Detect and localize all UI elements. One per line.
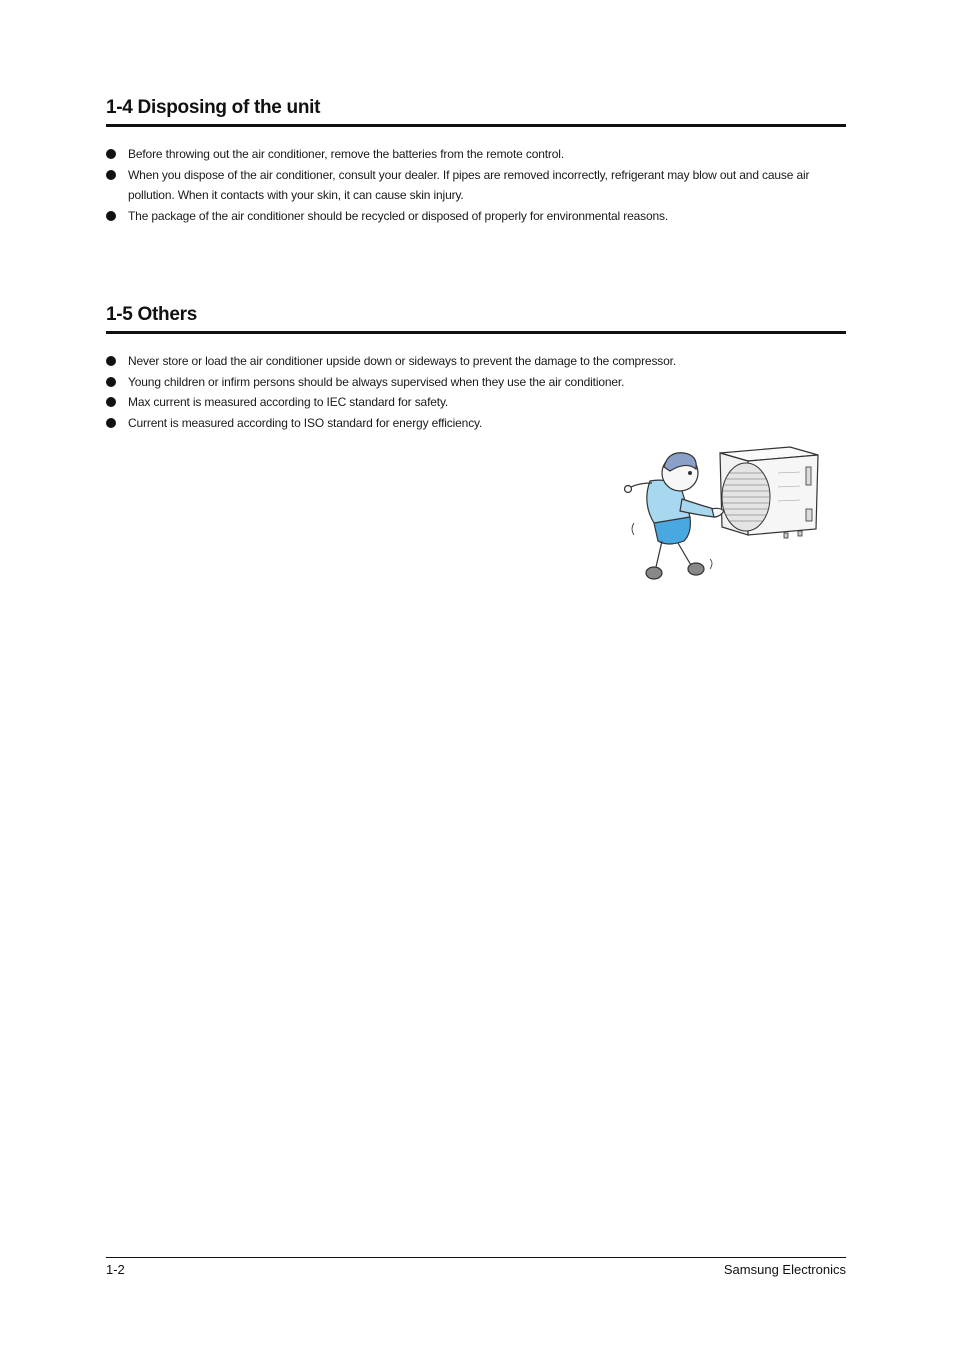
section-title: 1-4 Disposing of the unit: [106, 96, 846, 127]
bullet-icon: [106, 418, 116, 428]
list-item-text: The package of the air conditioner should be recycled or disposed of properly for environmental reasons.: [128, 208, 669, 223]
bullet-icon: [106, 170, 116, 180]
list-item: [106, 206, 846, 227]
section-others: [106, 303, 846, 433]
list-item-text: When you dispose of the air conditioner, consult your dealer. If pipes are removed incorrectly, refrigerant may blow out and cause air pollution. When it contacts with your skin, it can cause skin injury.: [128, 167, 810, 202]
bullet-list: [106, 144, 846, 226]
section-title: 1-5 Others: [106, 303, 846, 334]
list-item: [106, 351, 846, 372]
list-item: [106, 413, 846, 434]
section-disposing: [106, 96, 846, 226]
page-number: 1-2: [106, 1262, 125, 1277]
list-item: [106, 165, 846, 206]
list-item-text: Young children or infirm persons should be always supervised when they use the air conditioner.: [128, 374, 625, 389]
footer-divider: [106, 1257, 846, 1258]
list-item-text: Before throwing out the air conditioner, remove the batteries from the remote control.: [128, 147, 564, 161]
outdoor-unit-icon: [720, 447, 818, 538]
list-item: [106, 372, 846, 393]
list-item-text: Never store or load the air conditioner upside down or sideways to prevent the damage to the compressor.: [128, 354, 677, 368]
child-touching-outdoor-unit-illustration: [620, 443, 820, 585]
bullet-icon: [106, 377, 116, 387]
publisher-name: Samsung Electronics: [723, 1262, 846, 1277]
bullet-icon: [106, 356, 116, 366]
list-item: [106, 392, 846, 413]
child-icon: [625, 453, 725, 579]
list-item-text: Current is measured according to ISO standard for energy efficiency.: [128, 415, 483, 430]
list-item: [106, 144, 846, 165]
bullet-icon: [106, 149, 116, 159]
bullet-icon: [106, 397, 116, 407]
list-item-text: Max current is measured according to IEC standard for safety.: [128, 395, 449, 409]
bullet-list: [106, 351, 846, 433]
bullet-icon: [106, 211, 116, 221]
illustration-svg: [620, 443, 820, 585]
